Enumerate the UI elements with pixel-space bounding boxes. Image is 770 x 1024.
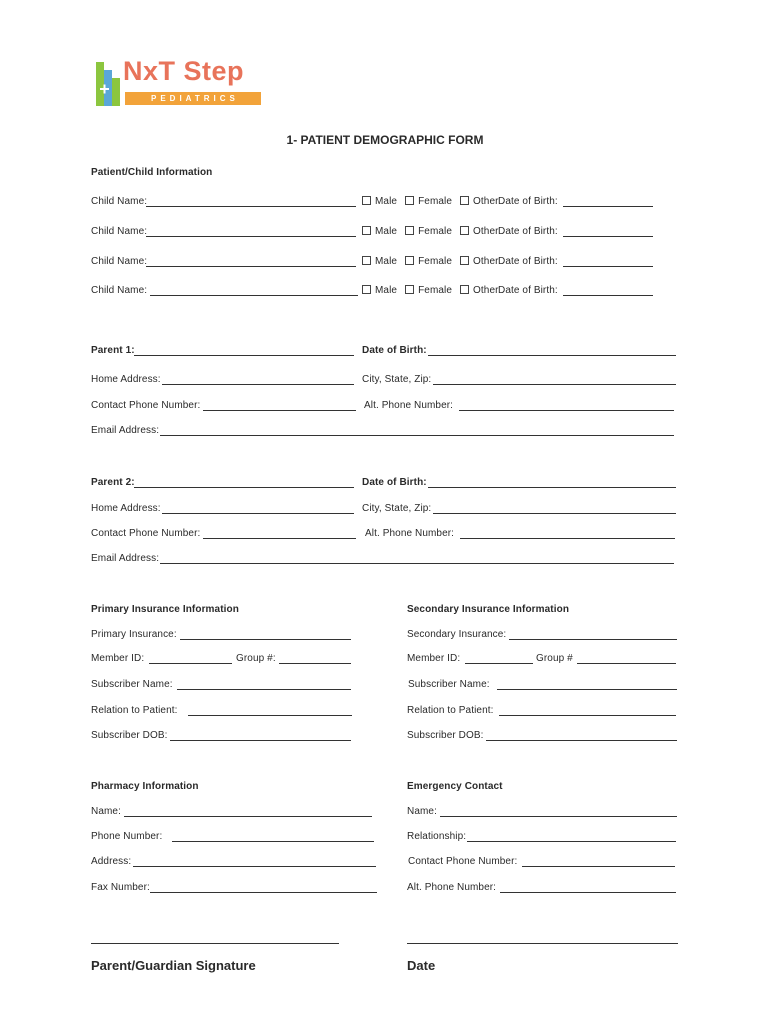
child-name-field[interactable]: [146, 236, 356, 237]
emergency-name-label: Name:: [407, 806, 437, 817]
gender-male-label: Male: [375, 196, 398, 207]
primary-group-label: Group #:: [236, 653, 276, 664]
emergency-relationship-field[interactable]: [467, 841, 676, 842]
child-dob-label: Date of Birth:: [498, 256, 558, 267]
primary-relation-field[interactable]: [188, 715, 352, 716]
parent1-name-field[interactable]: [134, 355, 354, 356]
parent1-home-label: Home Address:: [91, 374, 161, 385]
parent2-phone-field[interactable]: [203, 538, 356, 539]
parent2-home-label: Home Address:: [91, 503, 161, 514]
child-dob-label: Date of Birth:: [498, 196, 558, 207]
date-field[interactable]: [407, 943, 678, 944]
checkbox-icon[interactable]: [460, 196, 469, 205]
parent1-home-field[interactable]: [162, 384, 354, 385]
child-name-label: Child Name:: [91, 226, 148, 237]
secondary-dob-field[interactable]: [486, 740, 677, 741]
child-name-field[interactable]: [150, 295, 358, 296]
primary-insurance-field[interactable]: [180, 639, 351, 640]
secondary-insurance-label: Secondary Insurance:: [407, 629, 507, 640]
checkbox-icon[interactable]: [405, 285, 414, 294]
secondary-group-label: Group #: [536, 653, 573, 664]
secondary-subscriber-label: Subscriber Name:: [408, 679, 490, 690]
parent2-city-field[interactable]: [433, 513, 676, 514]
child-dob-field[interactable]: [563, 295, 653, 296]
logo-subtitle: PEDIATRICS: [151, 94, 239, 103]
checkbox-icon[interactable]: [460, 226, 469, 235]
child-name-field[interactable]: [146, 206, 356, 207]
parent1-email-field[interactable]: [160, 435, 674, 436]
child-section-heading: Patient/Child Information: [91, 167, 213, 178]
pharmacy-name-label: Name:: [91, 806, 121, 817]
child-dob-field[interactable]: [563, 266, 653, 267]
checkbox-icon[interactable]: [405, 226, 414, 235]
gender-male-label: Male: [375, 285, 398, 296]
primary-subscriber-field[interactable]: [177, 689, 351, 690]
child-name-field[interactable]: [146, 266, 356, 267]
emergency-alt-field[interactable]: [500, 892, 676, 893]
gender-other-label: Other: [473, 226, 499, 237]
checkbox-icon[interactable]: [362, 226, 371, 235]
child-name-label: Child Name:: [91, 196, 148, 207]
child-dob-label: Date of Birth:: [498, 226, 558, 237]
parent2-alt-label: Alt. Phone Number:: [365, 528, 455, 539]
gender-other-label: Other: [473, 256, 499, 267]
parent2-email-field[interactable]: [160, 563, 674, 564]
primary-group-field[interactable]: [279, 663, 351, 664]
date-label: Date: [407, 958, 436, 973]
primary-member-field[interactable]: [149, 663, 232, 664]
child-name-label: Child Name:: [91, 256, 148, 267]
checkbox-icon[interactable]: [460, 256, 469, 265]
secondary-relation-field[interactable]: [499, 715, 676, 716]
checkbox-icon[interactable]: [362, 196, 371, 205]
gender-options: [362, 226, 507, 237]
gender-other-label: Other: [473, 285, 499, 296]
parent1-email-label: Email Address:: [91, 425, 160, 436]
gender-female-label: Female: [418, 226, 453, 237]
pharmacy-fax-field[interactable]: [150, 892, 377, 893]
gender-other-option[interactable]: [460, 196, 503, 207]
parent1-city-label: City, State, Zip:: [362, 374, 432, 385]
primary-dob-label: Subscriber DOB:: [91, 730, 168, 741]
gender-male-option[interactable]: [362, 256, 401, 267]
parent1-phone-field[interactable]: [203, 410, 356, 411]
parent1-label: Parent 1:: [91, 345, 135, 356]
child-name-label: Child Name:: [91, 285, 148, 296]
pharmacy-name-field[interactable]: [124, 816, 372, 817]
primary-insurance-heading: Primary Insurance Information: [91, 604, 239, 615]
checkbox-icon[interactable]: [460, 285, 469, 294]
secondary-insurance-field[interactable]: [509, 639, 677, 640]
emergency-contact-label: Contact Phone Number:: [408, 856, 518, 867]
child-dob-label: Date of Birth:: [498, 285, 558, 296]
emergency-relationship-label: Relationship:: [407, 831, 467, 842]
secondary-dob-label: Subscriber DOB:: [407, 730, 484, 741]
emergency-name-field[interactable]: [440, 816, 677, 817]
gender-female-label: Female: [418, 285, 453, 296]
parent1-alt-field[interactable]: [459, 410, 674, 411]
checkbox-icon[interactable]: [405, 196, 414, 205]
secondary-subscriber-field[interactable]: [497, 689, 677, 690]
page-title: 1- PATIENT DEMOGRAPHIC FORM: [286, 133, 484, 147]
parent2-city-label: City, State, Zip:: [362, 503, 432, 514]
gender-female-option[interactable]: [405, 196, 456, 207]
pharmacy-address-field[interactable]: [133, 866, 376, 867]
parent2-email-label: Email Address:: [91, 553, 160, 564]
emergency-contact-field[interactable]: [522, 866, 675, 867]
primary-relation-label: Relation to Patient:: [91, 705, 178, 716]
gender-female-label: Female: [418, 196, 453, 207]
emergency-alt-label: Alt. Phone Number:: [407, 882, 497, 893]
primary-subscriber-label: Subscriber Name:: [91, 679, 173, 690]
primary-member-label: Member ID:: [91, 653, 145, 664]
gender-male-label: Male: [375, 256, 398, 267]
gender-female-option[interactable]: [405, 226, 456, 237]
gender-male-option[interactable]: [362, 226, 401, 237]
gender-other-label: Other: [473, 196, 499, 207]
logo-name: NxT Step: [123, 56, 245, 86]
parent2-dob-label: Date of Birth:: [362, 477, 427, 488]
primary-insurance-label: Primary Insurance:: [91, 629, 177, 640]
checkbox-icon[interactable]: [362, 285, 371, 294]
parent2-label: Parent 2:: [91, 477, 135, 488]
gender-male-option[interactable]: [362, 196, 401, 207]
parent2-dob-field[interactable]: [428, 487, 676, 488]
parent1-city-field[interactable]: [433, 384, 676, 385]
checkbox-icon[interactable]: [405, 256, 414, 265]
secondary-insurance-heading: Secondary Insurance Information: [407, 604, 570, 615]
emergency-heading: Emergency Contact: [407, 781, 503, 792]
pharmacy-address-label: Address:: [91, 856, 132, 867]
parent2-name-field[interactable]: [134, 487, 354, 488]
gender-options: [362, 256, 507, 267]
secondary-member-field[interactable]: [465, 663, 533, 664]
parent2-home-field[interactable]: [162, 513, 354, 514]
signature-field[interactable]: [91, 943, 339, 944]
parent2-alt-field[interactable]: [460, 538, 675, 539]
secondary-group-field[interactable]: [577, 663, 676, 664]
gender-female-option[interactable]: [405, 285, 456, 296]
parent1-dob-label: Date of Birth:: [362, 345, 427, 356]
pharmacy-heading: Pharmacy Information: [91, 781, 199, 792]
pharmacy-fax-label: Fax Number:: [91, 882, 150, 893]
gender-male-label: Male: [375, 226, 398, 237]
gender-options: [362, 285, 507, 296]
gender-options: [362, 196, 507, 207]
parent1-dob-field[interactable]: [428, 355, 676, 356]
pharmacy-phone-field[interactable]: [172, 841, 374, 842]
gender-other-option[interactable]: [460, 226, 503, 237]
primary-dob-field[interactable]: [170, 740, 351, 741]
signature-label: Parent/Guardian Signature: [91, 958, 256, 973]
child-dob-field[interactable]: [563, 206, 653, 207]
gender-female-label: Female: [418, 256, 453, 267]
gender-female-option[interactable]: [405, 256, 456, 267]
parent1-alt-label: Alt. Phone Number:: [364, 400, 454, 411]
gender-other-option[interactable]: [460, 256, 503, 267]
child-dob-field[interactable]: [563, 236, 653, 237]
parent1-phone-label: Contact Phone Number:: [91, 400, 201, 411]
secondary-relation-label: Relation to Patient:: [407, 705, 494, 716]
nxt-step-logo: [95, 58, 265, 108]
secondary-member-label: Member ID:: [407, 653, 461, 664]
checkbox-icon[interactable]: [362, 256, 371, 265]
pharmacy-phone-label: Phone Number:: [91, 831, 163, 842]
parent2-phone-label: Contact Phone Number:: [91, 528, 201, 539]
gender-other-option[interactable]: [460, 285, 503, 296]
gender-male-option[interactable]: [362, 285, 401, 296]
